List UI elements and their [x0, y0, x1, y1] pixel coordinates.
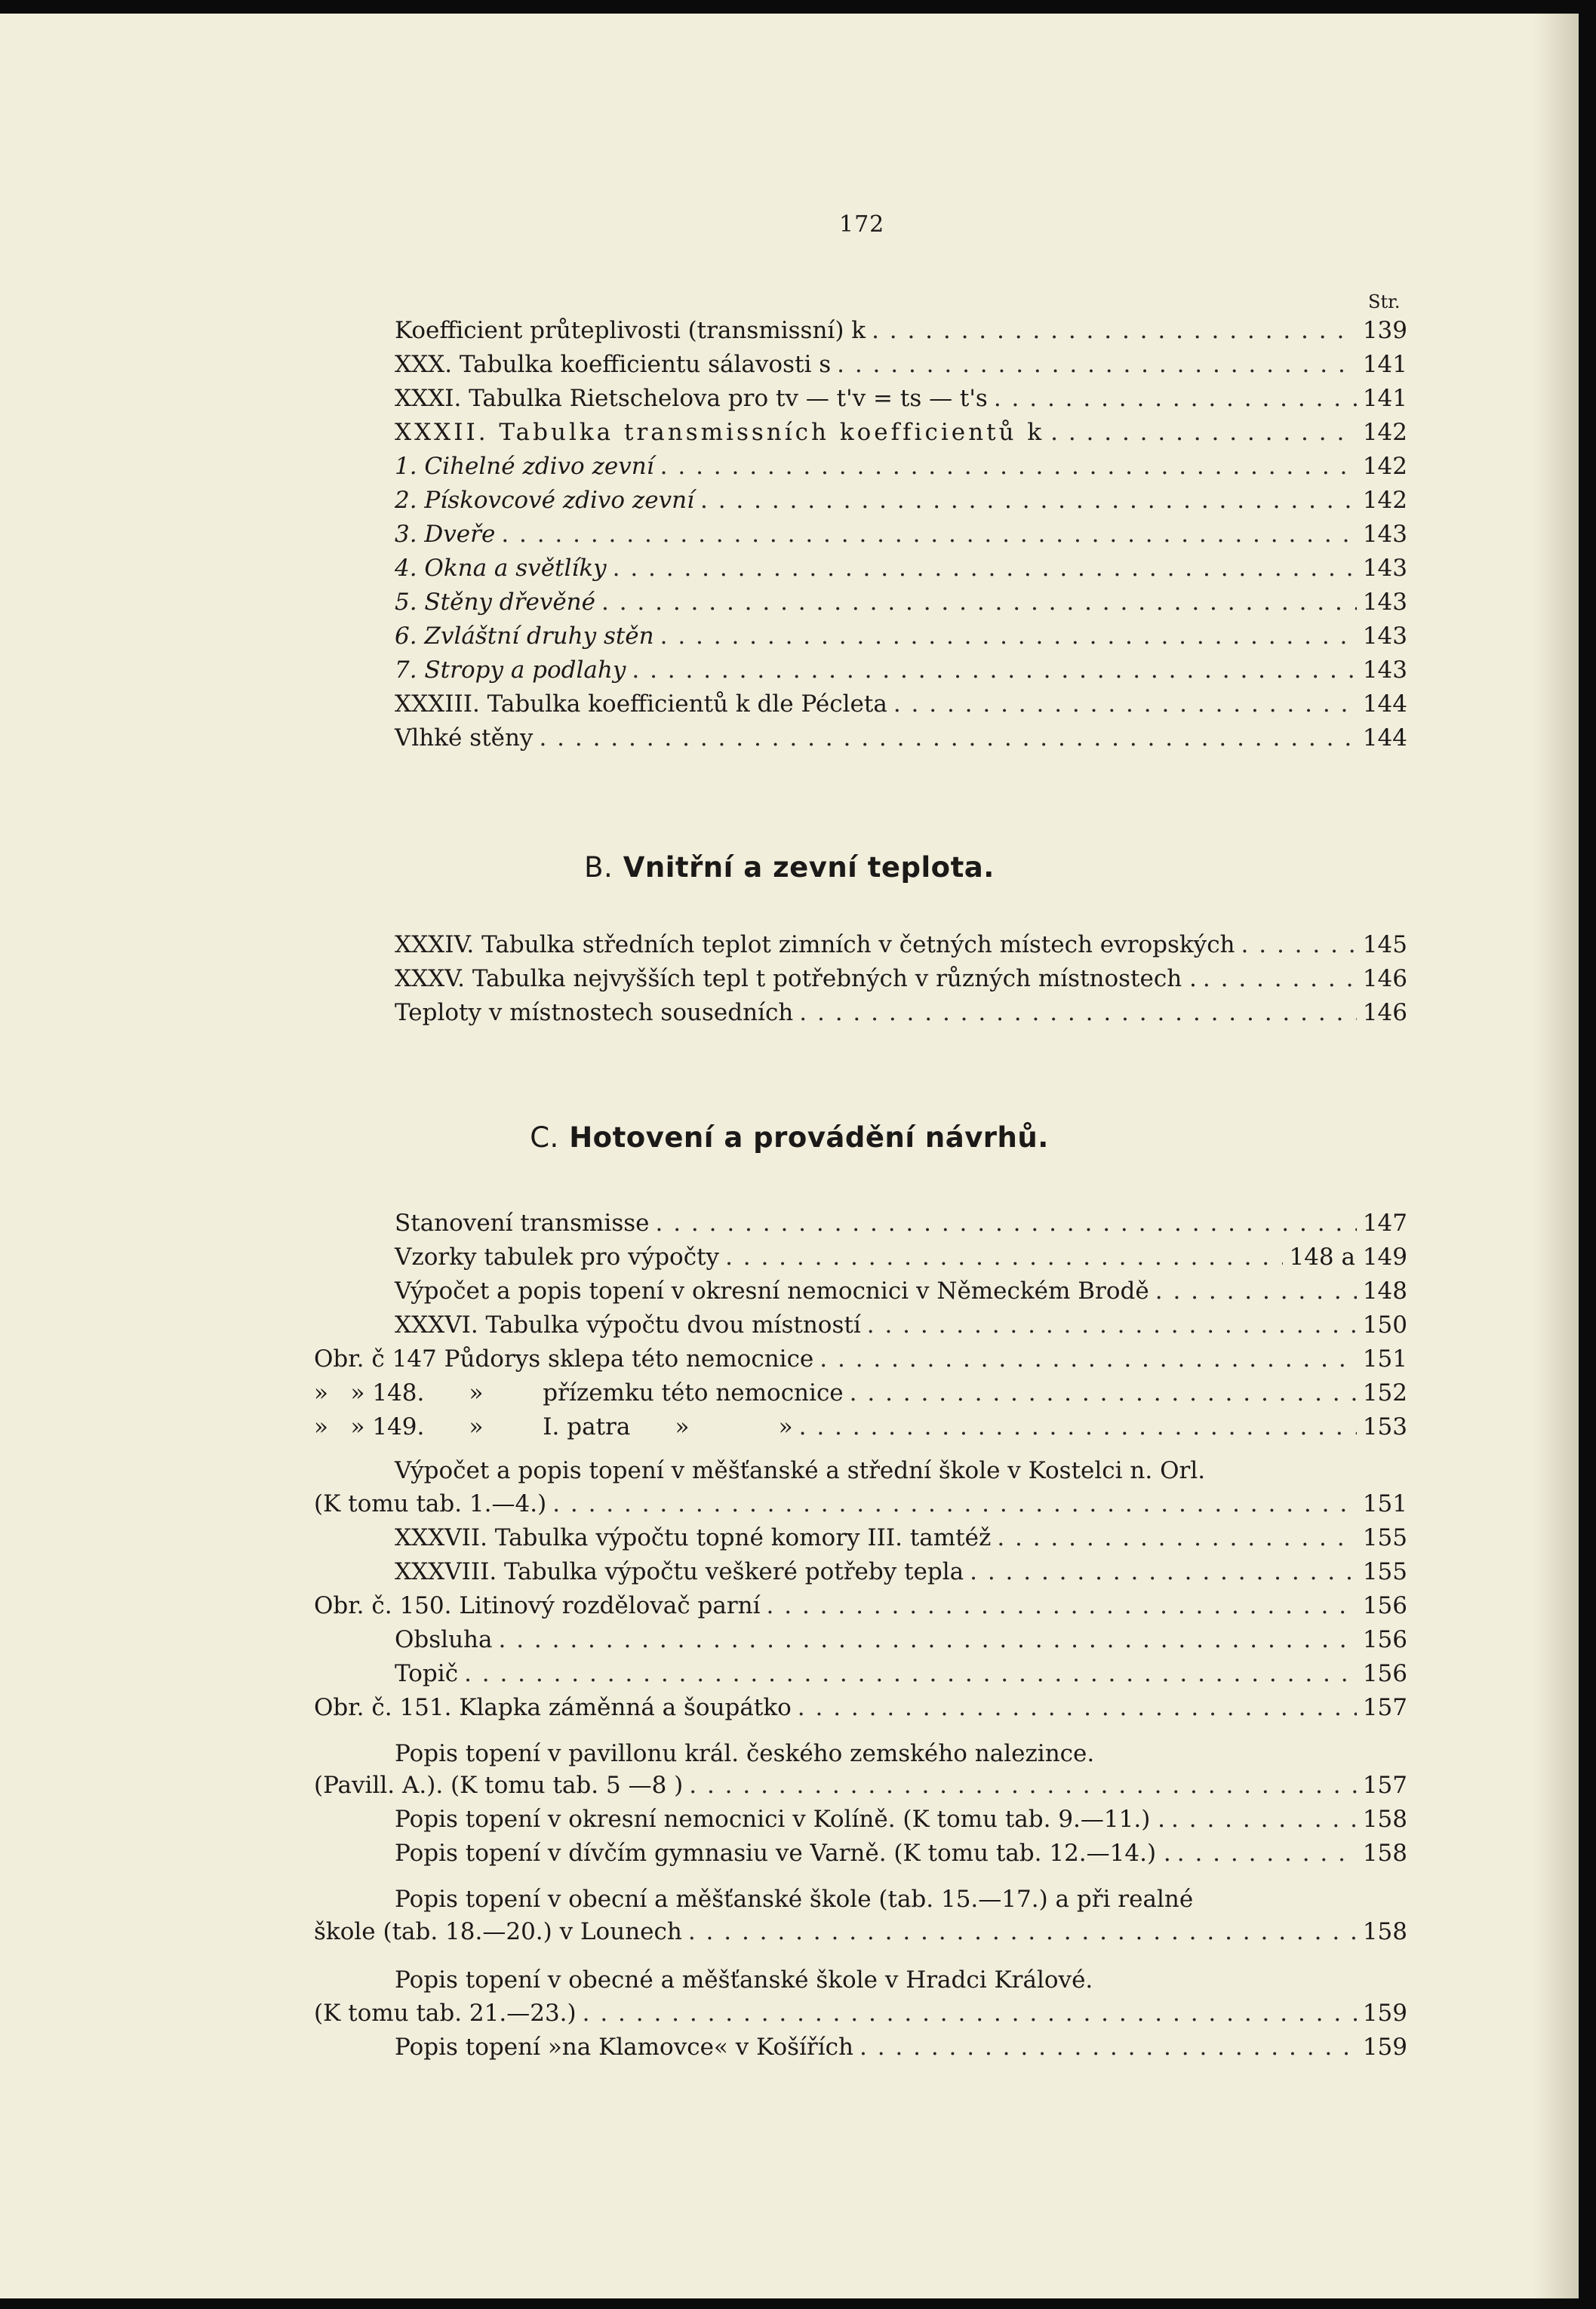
toc-entry: XXXIV. Tabulka středních teplot zimních v četných místech evropských . . . 145: [395, 931, 1407, 964]
toc-entry: » » 148. » přízemku této nemocnice . . . 152: [314, 1379, 1407, 1413]
toc-entry: XXXII. Tabulka transmissních koefficientů k . . . 142: [395, 419, 1407, 452]
toc-entry: 7. Stropy a podlahy . . . 143: [395, 656, 1407, 690]
toc-entry: Vlhké stěny . . . 144: [395, 724, 1407, 758]
toc-entry: XXXIII. Tabulka koefficientů k dle Pécleta . . . 144: [395, 690, 1407, 724]
toc-entry: (Pavill. A.). (K tomu tab. 5 —8 ) . . . 157: [314, 1772, 1407, 1805]
toc-entry: Teploty v místnostech sousedních . . . 146: [395, 999, 1407, 1032]
toc-entry: Koefficient průteplivosti (transmissní) k . . . 139: [395, 317, 1407, 350]
toc-entry: Obr. č. 151. Klapka záměnná a šoupátko . . . 157: [314, 1694, 1407, 1727]
page-column-label: Str.: [1368, 291, 1401, 312]
toc-entry: Výpočet a popis topení v okresní nemocnici v Německém Brodě . . . 148: [395, 1277, 1407, 1311]
page-number: 172: [839, 211, 885, 238]
section-heading-b: B. Vnitřní a zevní teplota.: [584, 851, 995, 884]
toc-entry: 1. Cihelné zdivo zevní . . . 142: [395, 453, 1407, 486]
toc-entry: 4. Okna a světlíky . . . 143: [395, 555, 1407, 588]
entry-first-line: Popis topení v obecní a měšťanské škole (tab. 15.—17.) a při realné: [395, 1886, 1194, 1913]
toc-entry: Topič . . . 156: [395, 1660, 1407, 1693]
section-heading-c: C. Hotovení a provádění návrhů.: [530, 1121, 1049, 1154]
toc-entry: XXX. Tabulka koefficientu sálavosti s . . . 141: [395, 351, 1407, 384]
toc-entry: Vzorky tabulek pro výpočty . . . 148 a 149: [395, 1244, 1407, 1277]
toc-entry: Obr. č. 150. Litinový rozdělovač parní . . . 156: [314, 1592, 1407, 1625]
toc-entry: (K tomu tab. 21.—23.) . . . 159: [314, 2000, 1407, 2033]
entry-first-line: Popis topení v pavillonu král. českého zemského nalezince.: [395, 1740, 1095, 1767]
entry-first-line: Výpočet a popis topení v měšťanské a střední škole v Kostelci n. Orl.: [395, 1457, 1206, 1484]
toc-entry: (K tomu tab. 1.—4.) . . . 151: [314, 1490, 1407, 1523]
book-page: [0, 14, 1579, 2298]
toc-entry: 6. Zvláštní druhy stěn . . . 143: [395, 623, 1407, 656]
toc-entry: XXXVI. Tabulka výpočtu dvou místností . . . 150: [395, 1311, 1407, 1345]
toc-entry: XXXVII. Tabulka výpočtu topné komory III. tamtéž . . . 155: [395, 1524, 1407, 1557]
toc-entry: Popis topení v okresní nemocnici v Kolíně. (K tomu tab. 9.—11.) . . . . 158: [395, 1806, 1407, 1839]
toc-entry: Popis topení »na Klamovce« v Košířích . . . 159: [395, 2034, 1407, 2067]
toc-entry: XXXVIII. Tabulka výpočtu veškeré potřeby tepla . . . 155: [395, 1558, 1407, 1591]
toc-entry: » » 149. » I. patra » » . . . 153: [314, 1413, 1407, 1447]
toc-entry: Stanovení transmisse . . . 147: [395, 1210, 1407, 1243]
toc-entry: 2. Pískovcové zdivo zevní . . . 142: [395, 487, 1407, 520]
entry-first-line: Popis topení v obecné a měšťanské škole v Hradci Králové.: [395, 1966, 1093, 1994]
toc-entry: Obr. č 147 Půdorys sklepa této nemocnice . . . 151: [314, 1345, 1407, 1379]
toc-entry: Popis topení v dívčím gymnasiu ve Varně. (K tomu tab. 12.—14.) . . . . 158: [395, 1840, 1407, 1873]
toc-entry: XXXI. Tabulka Rietschelova pro tv — t'v = ts — t's . . . 141: [395, 385, 1407, 418]
toc-entry: 3. Dveře . . . 143: [395, 521, 1407, 554]
toc-entry: Obsluha . . . 156: [395, 1626, 1407, 1659]
toc-entry: 5. Stěny dřevěné . . . 143: [395, 589, 1407, 622]
toc-entry: škole (tab. 18.—20.) v Lounech . . . 158: [314, 1918, 1407, 1951]
toc-entry: XXXV. Tabulka nejvyšších tepl t potřebných v různých místnostech . . . . 146: [395, 965, 1407, 998]
